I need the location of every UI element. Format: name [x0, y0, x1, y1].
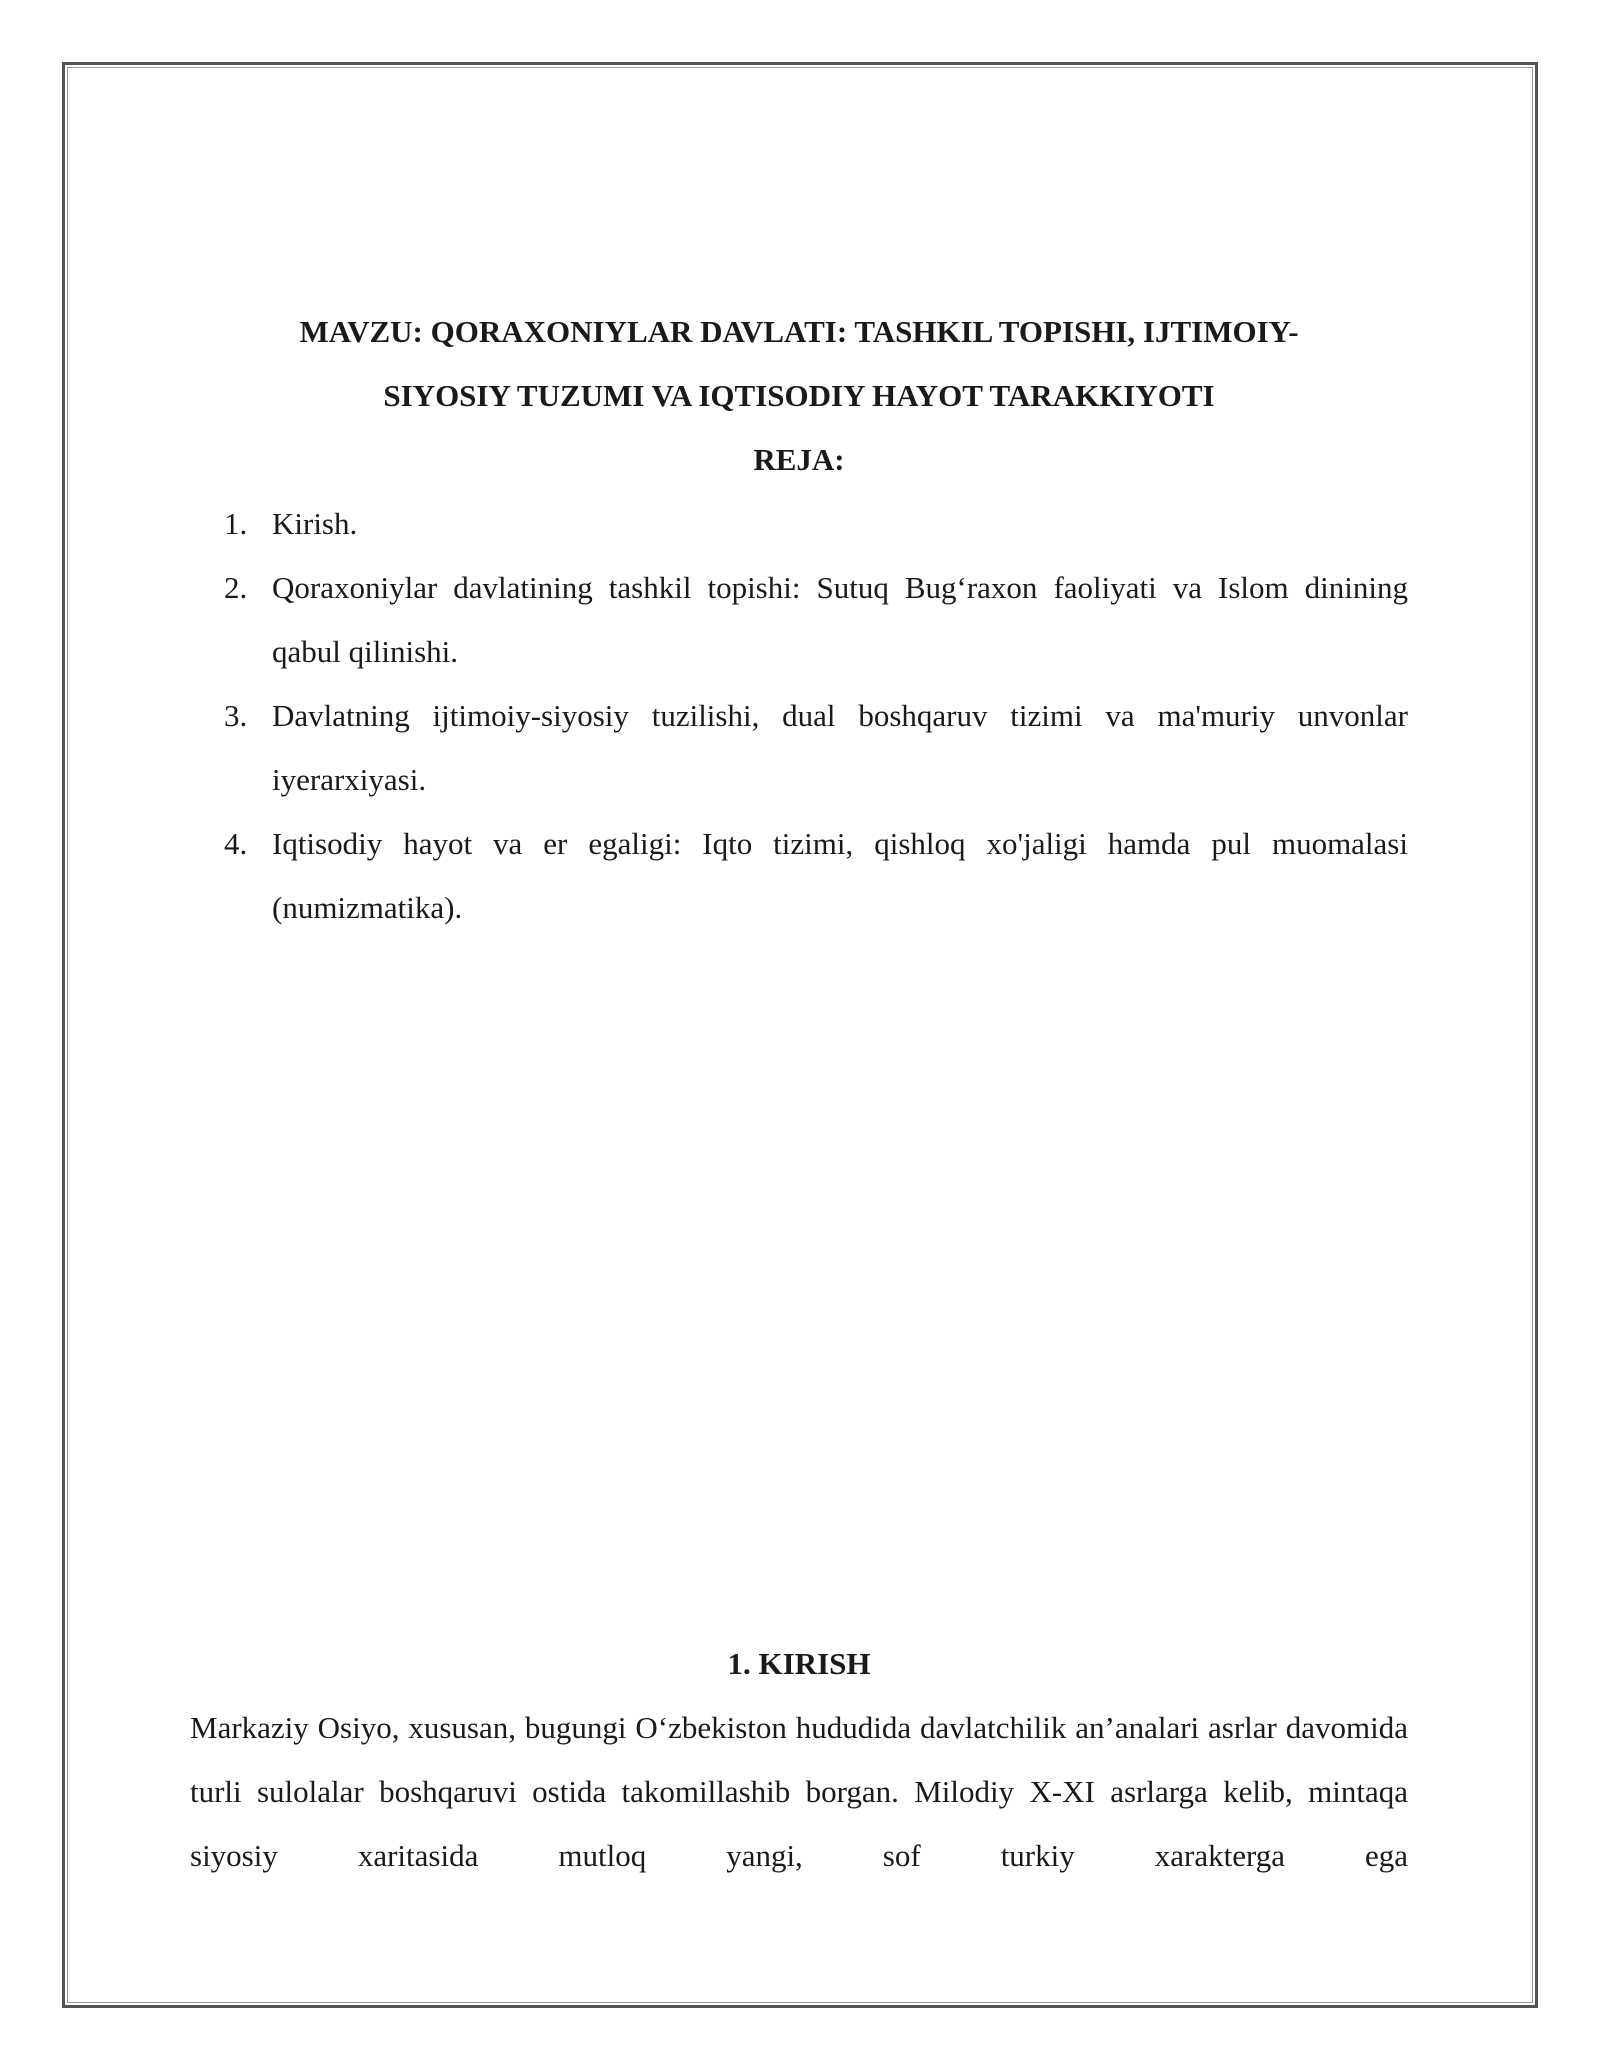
plan-item-text: Iqtisodiy hayot va er egaligi: Iqto tizimi, qishloq xo'jaligi hamda pul muomalasi (numizmatika). — [272, 826, 1408, 925]
plan-item — [224, 556, 1408, 684]
plan-item — [224, 492, 1408, 556]
plan-item-text: Kirish. — [272, 506, 358, 541]
plan-heading: REJA: — [753, 442, 845, 477]
document-header — [190, 300, 1408, 940]
section-paragraph: Markaziy Osiyo, xususan, bugungi O‘zbekiston hududida davlatchilik an’analari asrlar davomida turli sulolalar boshqaruvi ostida takomillashib borgan. Milodiy X-XI asrlarga kelib, mintaqa siyosiy xaritasida mutloq yangi, sof turkiy xarakterga ega — [190, 1710, 1408, 1873]
plan-item — [224, 812, 1408, 940]
plan-item-number: 1. — [224, 506, 248, 541]
title-line-2: SIYOSIY TUZUMI VA IQTISODIY HAYOT TARAKKIYOTI — [383, 378, 1215, 413]
plan-list — [190, 492, 1408, 940]
plan-item — [224, 684, 1408, 812]
document-title — [190, 300, 1408, 428]
introduction-section — [190, 1632, 1408, 1888]
title-line-1: MAVZU: QORAXONIYLAR DAVLATI: TASHKIL TOPISHI, IJTIMOIY- — [299, 314, 1299, 349]
plan-item-number: 3. — [224, 698, 248, 733]
plan-item-number: 4. — [224, 826, 248, 861]
plan-item-number: 2. — [224, 570, 248, 605]
section-heading: 1. KIRISH — [727, 1646, 871, 1681]
plan-item-text: Davlatning ijtimoiy-siyosiy tuzilishi, dual boshqaruv tizimi va ma'muriy unvonlar iyerarxiyasi. — [272, 698, 1408, 797]
plan-item-text: Qoraxoniylar davlatining tashkil topishi: Sutuq Bug‘raxon faoliyati va Islom dinining qabul qilinishi. — [272, 570, 1408, 669]
